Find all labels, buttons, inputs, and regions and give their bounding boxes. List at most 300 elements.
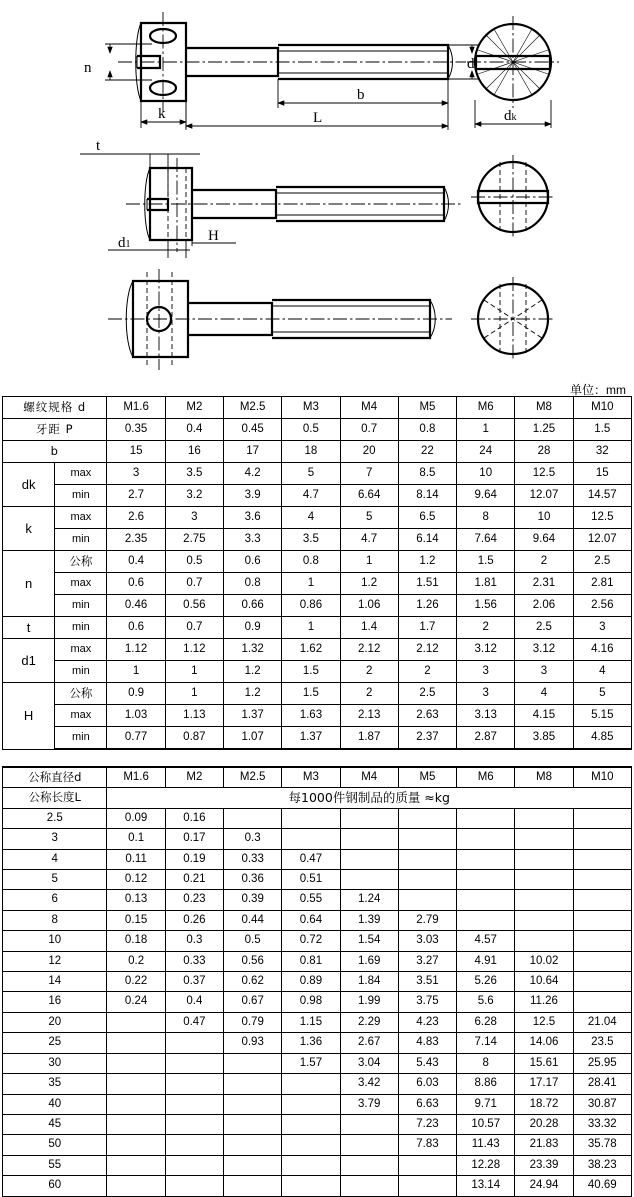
mass-cell: 12.5: [515, 1012, 573, 1032]
dim-label-k: k: [158, 106, 166, 122]
mass-cell: 0.55: [282, 890, 340, 910]
mass-cell: [340, 870, 398, 890]
dim-label-n: n: [84, 60, 92, 76]
mass-cell: [398, 1176, 456, 1196]
dimension-cell: 5.15: [573, 705, 631, 727]
dimension-table: [2, 396, 632, 750]
mass-cell: [107, 1033, 165, 1053]
dimension-cell: 1.4: [340, 617, 398, 639]
dimension-cell: 4: [282, 507, 340, 529]
mass-thread-size-header: M3: [282, 767, 340, 788]
mass-cell: 11.43: [457, 1135, 515, 1155]
dimension-cell: 5: [340, 507, 398, 529]
mass-banner-row: [3, 788, 632, 808]
mass-cell: [573, 992, 631, 1012]
mass-cell: 0.23: [165, 890, 223, 910]
dimension-cell: 3: [457, 683, 515, 705]
dimension-cell: 0.6: [107, 573, 165, 595]
dimension-cell: 3.12: [515, 639, 573, 661]
dimension-row: [3, 573, 632, 595]
mass-cell: 4.91: [457, 951, 515, 971]
mass-cell: 4.57: [457, 931, 515, 951]
mass-cell: 5.26: [457, 972, 515, 992]
mass-cell: [573, 890, 631, 910]
dimension-cell: 3.3: [224, 529, 282, 551]
mass-cell: [165, 1094, 223, 1114]
dimension-cell: 0.7: [340, 419, 398, 441]
mass-cell: [340, 829, 398, 849]
dimension-table-body: [3, 397, 632, 750]
dimension-sub-label: max: [55, 705, 107, 727]
mass-cell: 0.89: [282, 972, 340, 992]
mass-length-value: 60: [3, 1176, 107, 1196]
mass-cell: 0.62: [224, 972, 282, 992]
mass-cell: 0.79: [224, 1012, 282, 1032]
mass-cell: 0.51: [282, 870, 340, 890]
mass-cell: [457, 829, 515, 849]
dimension-cell: 0.66: [224, 595, 282, 617]
mass-cell: [515, 870, 573, 890]
dimension-row: [3, 595, 632, 617]
mass-row: [3, 808, 632, 828]
mass-cell: 0.72: [282, 931, 340, 951]
mass-cell: [165, 1074, 223, 1094]
dimension-cell: 1.25: [515, 419, 573, 441]
dimension-sub-label: max: [55, 573, 107, 595]
dimension-cell: 16: [165, 441, 223, 463]
dimension-cell: 2.12: [398, 639, 456, 661]
mass-cell: 12.28: [457, 1155, 515, 1175]
mass-length-value: 3: [3, 829, 107, 849]
mass-cell: 1.15: [282, 1012, 340, 1032]
mass-cell: [340, 1114, 398, 1134]
dimension-cell: 1: [340, 551, 398, 573]
mass-cell: [398, 890, 456, 910]
mass-cell: [457, 870, 515, 890]
mass-cell: 1.69: [340, 951, 398, 971]
dimension-cell: 1.81: [457, 573, 515, 595]
mass-cell: [340, 1135, 398, 1155]
dimension-cell: 1.32: [224, 639, 282, 661]
mass-cell: [107, 1012, 165, 1032]
mass-cell: 6.28: [457, 1012, 515, 1032]
dimension-cell: 0.5: [282, 419, 340, 441]
mass-row: [3, 1094, 632, 1114]
mass-cell: 0.67: [224, 992, 282, 1012]
dimension-cell: 2.37: [398, 727, 456, 750]
mass-cell: 3.75: [398, 992, 456, 1012]
dimension-row-label: b: [3, 441, 107, 463]
dimension-cell: 3: [573, 617, 631, 639]
mass-length-header: 公称长度L: [3, 788, 107, 808]
mass-cell: 13.14: [457, 1176, 515, 1196]
dimension-cell: 8: [457, 507, 515, 529]
dimension-cell: 1.5: [573, 419, 631, 441]
mass-cell: [340, 808, 398, 828]
dimension-cell: 2.75: [165, 529, 223, 551]
mass-cell: 23.5: [573, 1033, 631, 1053]
mass-thread-size-header: M5: [398, 767, 456, 788]
unit-note-text: 单位：mm: [570, 383, 626, 397]
dimension-cell: 1.5: [282, 683, 340, 705]
mass-length-value: 5: [3, 870, 107, 890]
dimension-cell: 9.64: [515, 529, 573, 551]
dimension-cell: 2.63: [398, 705, 456, 727]
mass-cell: 6.03: [398, 1074, 456, 1094]
mass-cell: 11.26: [515, 992, 573, 1012]
mass-cell: [165, 1176, 223, 1196]
mass-cell: [573, 808, 631, 828]
dimension-cell: 2.7: [107, 485, 165, 507]
mass-cell: 0.12: [107, 870, 165, 890]
dimension-cell: 0.4: [107, 551, 165, 573]
dimension-cell: 0.4: [165, 419, 223, 441]
dimension-cell: 0.56: [165, 595, 223, 617]
thread-size-header: M2.5: [224, 397, 282, 419]
dimension-cell: 1: [165, 683, 223, 705]
dimension-cell: 12.07: [515, 485, 573, 507]
dimension-cell: 1.37: [224, 705, 282, 727]
mass-cell: 5.6: [457, 992, 515, 1012]
dimension-sub-label: min: [55, 617, 107, 639]
dimension-cell: 1.12: [107, 639, 165, 661]
dimension-row: [3, 727, 632, 750]
mass-row: [3, 972, 632, 992]
dimension-sub-label: max: [55, 463, 107, 485]
dimension-cell: 1.26: [398, 595, 456, 617]
mass-length-value: 8: [3, 910, 107, 930]
dimension-cell: 1.51: [398, 573, 456, 595]
mass-cell: 4.83: [398, 1033, 456, 1053]
dimension-cell: 0.6: [224, 551, 282, 573]
mass-row: [3, 1053, 632, 1073]
mass-row: [3, 1114, 632, 1134]
mass-cell: 7.23: [398, 1114, 456, 1134]
dimension-cell: 12.07: [573, 529, 631, 551]
dim-label-t: t: [96, 138, 101, 154]
mass-cell: 1.84: [340, 972, 398, 992]
mass-cell: 5.43: [398, 1053, 456, 1073]
dim-label-b: b: [357, 87, 365, 103]
mass-cell: [282, 1094, 340, 1114]
mass-cell: [515, 890, 573, 910]
dimension-cell: 0.87: [165, 727, 223, 750]
mass-cell: 4.23: [398, 1012, 456, 1032]
mass-length-value: 14: [3, 972, 107, 992]
mass-length-value: 16: [3, 992, 107, 1012]
mass-cell: 7.14: [457, 1033, 515, 1053]
dimension-sub-label: min: [55, 727, 107, 750]
mass-cell: 0.37: [165, 972, 223, 992]
mass-cell: [165, 1155, 223, 1175]
dimension-sub-label: max: [55, 507, 107, 529]
dimension-cell: 1.06: [340, 595, 398, 617]
dimension-cell: 0.86: [282, 595, 340, 617]
dimension-table-header-row: [3, 397, 632, 419]
mass-row: [3, 931, 632, 951]
dimension-cell: 2.12: [340, 639, 398, 661]
mass-cell: 6.63: [398, 1094, 456, 1114]
mass-cell: 24.94: [515, 1176, 573, 1196]
mass-cell: 33.32: [573, 1114, 631, 1134]
mass-cell: [398, 870, 456, 890]
mass-cell: 0.64: [282, 910, 340, 930]
dimension-group-label: t: [3, 617, 55, 639]
mass-cell: 0.15: [107, 910, 165, 930]
mass-cell: 2.29: [340, 1012, 398, 1032]
mass-row: [3, 910, 632, 930]
thread-size-header: M2: [165, 397, 223, 419]
dimension-cell: 3: [457, 661, 515, 683]
mass-cell: [573, 972, 631, 992]
dimension-cell: 3: [515, 661, 573, 683]
mass-length-value: 6: [3, 890, 107, 910]
dimension-cell: 4.16: [573, 639, 631, 661]
mass-cell: [573, 910, 631, 930]
dimension-cell: 6.5: [398, 507, 456, 529]
mass-length-value: 55: [3, 1155, 107, 1175]
dimension-cell: 4.85: [573, 727, 631, 750]
dimension-sub-label: min: [55, 661, 107, 683]
mass-thread-size-header: M2: [165, 767, 223, 788]
mass-length-value: 4: [3, 849, 107, 869]
dimension-cell: 6.14: [398, 529, 456, 551]
mass-length-value: 25: [3, 1033, 107, 1053]
mass-thread-size-header: M1.6: [107, 767, 165, 788]
thread-size-header: M4: [340, 397, 398, 419]
dimension-group-label: d1: [3, 639, 55, 683]
dimension-cell: 7: [340, 463, 398, 485]
mass-cell: 25.95: [573, 1053, 631, 1073]
mass-cell: [107, 1114, 165, 1134]
mass-cell: [515, 931, 573, 951]
mass-thread-size-header: M2.5: [224, 767, 282, 788]
mass-cell: [224, 1074, 282, 1094]
mass-table-header-row: [3, 767, 632, 788]
mass-cell: [224, 1176, 282, 1196]
mass-cell: 1.99: [340, 992, 398, 1012]
mass-cell: 0.44: [224, 910, 282, 930]
mass-cell: 0.16: [165, 808, 223, 828]
dimension-cell: 9.64: [457, 485, 515, 507]
mass-row: [3, 1176, 632, 1196]
mass-row: [3, 992, 632, 1012]
dimension-cell: 0.35: [107, 419, 165, 441]
mass-cell: [573, 931, 631, 951]
view-bottom-side-elevation: [108, 269, 452, 370]
dimension-cell: 1.63: [282, 705, 340, 727]
dimension-cell: 0.6: [107, 617, 165, 639]
mass-cell: 35.78: [573, 1135, 631, 1155]
dimension-cell: 4.7: [282, 485, 340, 507]
mass-row: [3, 849, 632, 869]
mass-cell: [573, 870, 631, 890]
dimension-cell: 32: [573, 441, 631, 463]
mass-cell: [573, 829, 631, 849]
dimension-cell: 6.64: [340, 485, 398, 507]
dimension-row: [3, 661, 632, 683]
mass-cell: [457, 849, 515, 869]
dimension-sub-label: min: [55, 595, 107, 617]
dimension-cell: 1: [107, 661, 165, 683]
dimension-row: [3, 529, 632, 551]
mass-cell: [398, 1155, 456, 1175]
mass-cell: 0.19: [165, 849, 223, 869]
view-bottom-end-circle: [471, 277, 555, 361]
mass-cell: [282, 1114, 340, 1134]
mass-cell: [224, 1155, 282, 1175]
mass-cell: 20.28: [515, 1114, 573, 1134]
dimension-sub-label: min: [55, 485, 107, 507]
mass-cell: [515, 910, 573, 930]
mass-cell: 0.17: [165, 829, 223, 849]
dimension-cell: 0.9: [224, 617, 282, 639]
mass-cell: [515, 808, 573, 828]
mass-cell: 0.18: [107, 931, 165, 951]
mass-cell: [107, 1074, 165, 1094]
mass-cell: 30.87: [573, 1094, 631, 1114]
dimension-cell: 2: [398, 661, 456, 683]
mass-cell: 3.03: [398, 931, 456, 951]
dimension-cell: 0.45: [224, 419, 282, 441]
dimension-row: [3, 617, 632, 639]
mass-length-value: 45: [3, 1114, 107, 1134]
dimension-cell: 1.13: [165, 705, 223, 727]
mass-cell: [107, 1094, 165, 1114]
mass-cell: 17.17: [515, 1074, 573, 1094]
mass-cell: 0.4: [165, 992, 223, 1012]
dimension-row: [3, 551, 632, 573]
mass-cell: [515, 829, 573, 849]
dimension-cell: 0.46: [107, 595, 165, 617]
mass-cell: 2.67: [340, 1033, 398, 1053]
dimension-cell: 17: [224, 441, 282, 463]
mass-length-value: 2.5: [3, 808, 107, 828]
mass-cell: 0.26: [165, 910, 223, 930]
dimension-row: [3, 639, 632, 661]
dimension-group-label: H: [3, 683, 55, 750]
dimension-cell: 0.5: [165, 551, 223, 573]
mass-cell: [282, 829, 340, 849]
dimension-row: [3, 419, 632, 441]
mass-cell: [282, 1135, 340, 1155]
mass-length-value: 40: [3, 1094, 107, 1114]
dimension-cell: 2.87: [457, 727, 515, 750]
dim-label-d1: d1: [118, 235, 131, 251]
dimension-cell: 2.5: [398, 683, 456, 705]
mass-cell: 8.86: [457, 1074, 515, 1094]
mass-cell: 10.64: [515, 972, 573, 992]
mass-cell: 3.27: [398, 951, 456, 971]
dimension-group-label: k: [3, 507, 55, 551]
mass-cell: 10.57: [457, 1114, 515, 1134]
dimension-cell: 7.64: [457, 529, 515, 551]
dimension-cell: 1.7: [398, 617, 456, 639]
mass-cell: 18.72: [515, 1094, 573, 1114]
dimension-cell: 0.8: [282, 551, 340, 573]
mass-cell: [165, 1114, 223, 1134]
mass-row: [3, 870, 632, 890]
dimension-cell: 0.8: [224, 573, 282, 595]
mass-cell: 10.02: [515, 951, 573, 971]
dimension-cell: 4: [573, 661, 631, 683]
mass-cell: [224, 1094, 282, 1114]
dimension-sub-label: 公称: [55, 551, 107, 573]
dimension-cell: 1.62: [282, 639, 340, 661]
dimension-cell: 2.06: [515, 595, 573, 617]
mass-banner-text: 每1000件钢制品的质量 ≈kg: [107, 788, 632, 808]
thread-size-header: M1.6: [107, 397, 165, 419]
mass-cell: 0.24: [107, 992, 165, 1012]
mass-cell: 3.04: [340, 1053, 398, 1073]
mass-cell: [457, 808, 515, 828]
dimension-cell: 5: [573, 683, 631, 705]
mass-cell: 21.04: [573, 1012, 631, 1032]
mass-thread-size-header: M6: [457, 767, 515, 788]
mass-table: [2, 766, 632, 1197]
dimension-cell: 4.15: [515, 705, 573, 727]
dimension-cell: 1: [457, 419, 515, 441]
dimension-sub-label: min: [55, 529, 107, 551]
view-middle-end-circle: [471, 155, 555, 239]
dimension-sub-label: 公称: [55, 683, 107, 705]
mass-cell: [457, 910, 515, 930]
dimension-cell: 8.14: [398, 485, 456, 507]
dimension-cell: 1.07: [224, 727, 282, 750]
dimension-cell: 4.7: [340, 529, 398, 551]
dimension-cell: 0.9: [107, 683, 165, 705]
mass-cell: [340, 1176, 398, 1196]
dimension-cell: 3.5: [165, 463, 223, 485]
dimension-cell: 8.5: [398, 463, 456, 485]
mass-cell: 3.42: [340, 1074, 398, 1094]
dimension-cell: 2: [457, 617, 515, 639]
mass-cell: 38.23: [573, 1155, 631, 1175]
mass-cell: [398, 808, 456, 828]
mass-row: [3, 890, 632, 910]
mass-cell: 21.83: [515, 1135, 573, 1155]
mass-cell: 0.39: [224, 890, 282, 910]
dimension-cell: 2.5: [573, 551, 631, 573]
dimension-row: [3, 441, 632, 463]
mass-cell: 7.83: [398, 1135, 456, 1155]
dimension-cell: 1.56: [457, 595, 515, 617]
mass-cell: [457, 890, 515, 910]
mass-cell: 0.1: [107, 829, 165, 849]
mass-cell: 0.33: [224, 849, 282, 869]
dimension-cell: 1.2: [224, 661, 282, 683]
mass-cell: 0.33: [165, 951, 223, 971]
mass-cell: [282, 1155, 340, 1175]
dimension-cell: 1.5: [282, 661, 340, 683]
dimension-cell: 1.87: [340, 727, 398, 750]
mass-cell: [224, 1135, 282, 1155]
mass-cell: [340, 1155, 398, 1175]
dimension-cell: 0.7: [165, 617, 223, 639]
mass-cell: [340, 849, 398, 869]
mass-cell: 28.41: [573, 1074, 631, 1094]
dimension-cell: 2.13: [340, 705, 398, 727]
mass-cell: 0.11: [107, 849, 165, 869]
mass-cell: [165, 1033, 223, 1053]
dimension-row: [3, 705, 632, 727]
dimension-cell: 24: [457, 441, 515, 463]
dimension-cell: 10: [457, 463, 515, 485]
dimension-cell: 2: [340, 683, 398, 705]
mass-row: [3, 951, 632, 971]
dimension-cell: 0.77: [107, 727, 165, 750]
mass-cell: 1.24: [340, 890, 398, 910]
